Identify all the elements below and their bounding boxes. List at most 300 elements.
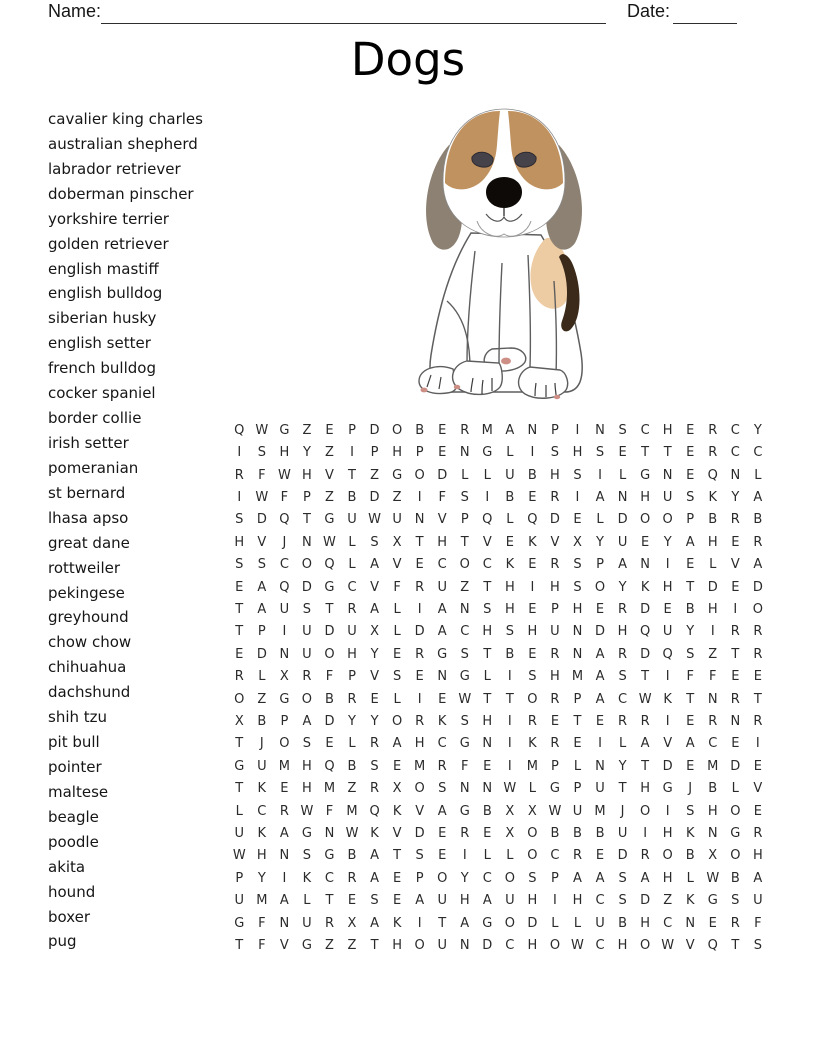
grid-cell: H (302, 467, 312, 483)
grid-cell: A (257, 579, 267, 595)
grid-cell: W (503, 781, 517, 797)
grid-cell: A (302, 713, 312, 729)
grid-cell: M (256, 893, 268, 909)
grid-cell: W (661, 938, 675, 954)
grid-cell: N (482, 781, 493, 797)
grid-cell: V (550, 534, 560, 550)
grid-cell: G (640, 467, 651, 483)
grid-cell: T (235, 781, 244, 797)
grid-cell: R (437, 758, 447, 774)
grid-cell: T (686, 579, 695, 595)
grid-cell: N (279, 646, 290, 662)
grid-cell: V (392, 826, 402, 842)
word-list-item: english mastiff (48, 259, 159, 278)
grid-cell: I (575, 489, 580, 505)
grid-cell: Q (324, 758, 335, 774)
grid-cell: S (618, 669, 627, 685)
grid-cell: K (302, 870, 312, 886)
word-list-item: pit bull (48, 733, 100, 752)
grid-cell: E (392, 646, 402, 662)
grid-cell: P (235, 870, 244, 886)
word-list-item: golden retriever (48, 234, 169, 253)
grid-cell: U (302, 915, 312, 931)
grid-cell: D (414, 826, 425, 842)
grid-cell: Y (618, 579, 627, 595)
grid-cell: W (368, 512, 381, 528)
grid-cell: Q (234, 422, 245, 438)
grid-cell: A (460, 915, 470, 931)
grid-cell: A (595, 669, 605, 685)
grid-cell: C (550, 848, 560, 864)
grid-cell: U (572, 803, 583, 819)
grid-cell: S (528, 669, 537, 685)
grid-cell: A (595, 646, 605, 662)
grid-cell: N (527, 422, 538, 438)
grid-cell: C (460, 624, 470, 640)
grid-cell: G (301, 826, 312, 842)
grid-cell: U (234, 893, 245, 909)
grid-cell: K (257, 826, 267, 842)
grid-cell: L (483, 848, 491, 864)
grid-cell: E (392, 893, 402, 909)
grid-cell: I (282, 870, 287, 886)
grid-cell: O (640, 938, 651, 954)
grid-cell: E (280, 781, 289, 797)
grid-cell: S (618, 422, 627, 438)
grid-cell: E (573, 512, 582, 528)
grid-cell: C (663, 915, 673, 931)
dog-front-right-paw (519, 367, 568, 398)
grid-cell: H (437, 534, 448, 550)
grid-cell: R (640, 713, 650, 729)
grid-cell: B (347, 489, 357, 505)
grid-cell: R (550, 489, 560, 505)
grid-cell: V (482, 534, 492, 550)
grid-cell: Z (325, 489, 334, 505)
grid-cell: B (708, 781, 718, 797)
grid-cell: L (528, 781, 536, 797)
grid-cell: Z (392, 489, 402, 505)
grid-cell: E (370, 691, 379, 707)
grid-cell: T (325, 601, 334, 617)
grid-cell: R (324, 915, 334, 931)
dog-eye-left (472, 152, 493, 167)
grid-cell: I (755, 736, 760, 752)
grid-cell: L (618, 736, 627, 752)
grid-cell: C (595, 938, 605, 954)
grid-cell: S (302, 848, 312, 864)
grid-cell: X (347, 915, 357, 931)
grid-cell: O (504, 915, 515, 931)
grid-cell: H (459, 893, 470, 909)
grid-cell: F (258, 467, 266, 483)
grid-cell: A (370, 601, 379, 617)
grid-cell: B (595, 826, 605, 842)
grid-cell: L (393, 691, 401, 707)
grid-cell: Y (731, 489, 740, 505)
grid-cell: D (369, 422, 380, 438)
grid-cell: B (482, 803, 492, 819)
grid-cell: E (686, 467, 695, 483)
grid-cell: F (258, 938, 266, 954)
grid-cell: E (686, 445, 695, 461)
grid-cell: N (459, 601, 470, 617)
grid-cell: G (279, 691, 290, 707)
grid-cell: P (257, 624, 266, 640)
grid-cell: N (302, 534, 312, 550)
grid-cell: K (685, 893, 695, 909)
grid-cell: O (527, 691, 538, 707)
word-list-item: english setter (48, 334, 151, 353)
grid-cell: V (257, 534, 267, 550)
grid-cell: O (752, 601, 763, 617)
grid-cell: M (594, 803, 606, 819)
grid-cell: Z (370, 467, 379, 483)
grid-cell: N (707, 826, 718, 842)
grid-cell: O (662, 512, 673, 528)
grid-cell: S (370, 893, 379, 909)
grid-cell: Z (257, 691, 267, 707)
grid-cell: A (279, 893, 289, 909)
grid-cell: S (392, 669, 402, 685)
grid-cell: C (730, 445, 740, 461)
grid-cell: U (437, 893, 447, 909)
grid-cell: R (753, 713, 763, 729)
grid-cell: A (595, 691, 605, 707)
grid-cell: T (302, 512, 311, 528)
grid-cell: Q (527, 512, 538, 528)
grid-cell: E (415, 669, 424, 685)
grid-cell: F (686, 669, 694, 685)
grid-cell: G (707, 893, 718, 909)
grid-cell: R (550, 736, 560, 752)
grid-cell: R (370, 736, 380, 752)
grid-cell: J (620, 803, 625, 819)
grid-cell: D (256, 646, 267, 662)
grid-cell: Z (347, 938, 357, 954)
grid-cell: T (325, 893, 334, 909)
grid-cell: Y (596, 534, 604, 550)
grid-cell: T (483, 579, 492, 595)
grid-cell: T (731, 938, 740, 954)
grid-cell: T (573, 713, 582, 729)
grid-cell: R (708, 713, 718, 729)
grid-cell: O (640, 512, 651, 528)
grid-cell: I (530, 445, 535, 461)
grid-cell: U (505, 467, 515, 483)
grid-cell: D (482, 938, 493, 954)
grid-cell: S (618, 893, 627, 909)
grid-cell: T (370, 938, 379, 954)
grid-cell: E (618, 445, 627, 461)
dog-eye-right (515, 152, 536, 167)
grid-cell: T (686, 691, 695, 707)
grid-cell: B (753, 512, 763, 528)
grid-cell: T (641, 669, 650, 685)
grid-cell: H (527, 893, 538, 909)
grid-cell: B (685, 601, 695, 617)
grid-cell: F (325, 803, 334, 819)
grid-cell: L (348, 736, 356, 752)
grid-cell: D (730, 758, 741, 774)
grid-cell: O (234, 691, 245, 707)
page-title: Dogs (350, 33, 466, 86)
grid-cell: W (323, 534, 336, 550)
grid-cell: N (414, 512, 425, 528)
grid-cell: S (731, 893, 740, 909)
grid-cell: W (255, 422, 269, 438)
word-list-item: boxer (48, 907, 91, 926)
grid-cell: K (392, 803, 402, 819)
grid-cell: S (595, 445, 605, 461)
grid-cell: B (347, 848, 357, 864)
grid-cell: L (461, 467, 469, 483)
grid-cell: S (438, 781, 447, 797)
grid-cell: E (505, 534, 514, 550)
word-list-item: border collie (48, 409, 142, 428)
grid-cell: H (504, 579, 515, 595)
grid-cell: S (618, 870, 627, 886)
grid-cell: G (324, 579, 335, 595)
grid-cell: E (686, 557, 695, 573)
date-blank-line[interactable] (673, 4, 737, 24)
grid-cell: M (707, 758, 719, 774)
grid-cell: O (301, 691, 313, 707)
grid-cell: Q (324, 557, 335, 573)
grid-cell: O (504, 870, 515, 886)
grid-cell: E (595, 601, 605, 617)
grid-cell: E (686, 422, 695, 438)
grid-cell: Q (369, 803, 380, 819)
grid-cell: I (417, 915, 422, 931)
grid-cell: C (708, 736, 718, 752)
grid-cell: I (575, 422, 580, 438)
grid-cell: V (437, 512, 447, 528)
grid-cell: L (348, 534, 356, 550)
grid-cell: M (571, 669, 584, 685)
grid-cell: P (551, 758, 559, 774)
dog-rear-nail-pink (421, 388, 428, 393)
grid-cell: H (482, 624, 493, 640)
grid-cell: H (256, 848, 267, 864)
grid-cell: B (573, 826, 582, 842)
grid-cell: L (506, 445, 514, 461)
grid-cell: R (640, 848, 650, 864)
grid-cell: R (460, 826, 470, 842)
grid-cell: Q (640, 624, 651, 640)
grid-cell: M (323, 781, 336, 797)
name-blank-line[interactable] (101, 4, 606, 24)
grid-cell: L (483, 467, 491, 483)
grid-cell: H (662, 826, 673, 842)
grid-cell: C (505, 938, 515, 954)
grid-cell: G (234, 758, 245, 774)
grid-cell: F (325, 669, 334, 685)
grid-cell: L (506, 848, 514, 864)
grid-cell: N (459, 781, 470, 797)
grid-cell: T (460, 534, 469, 550)
grid-cell: I (507, 758, 512, 774)
grid-cell: D (369, 489, 380, 505)
grid-cell: L (731, 781, 739, 797)
grid-cell: A (482, 893, 492, 909)
grid-cell: X (279, 669, 289, 685)
grid-cell: N (437, 669, 448, 685)
grid-cell: E (392, 758, 402, 774)
grid-cell: I (417, 489, 422, 505)
word-list-item: maltese (48, 782, 109, 801)
grid-cell: W (571, 938, 584, 954)
grid-cell: X (370, 624, 379, 640)
grid-cell: I (665, 669, 670, 685)
grid-cell: H (662, 870, 673, 886)
grid-cell: E (731, 579, 740, 595)
word-list-item: poodle (48, 832, 99, 851)
grid-cell: U (617, 534, 628, 550)
word-list-item: chihuahua (48, 658, 127, 677)
grid-cell: W (458, 691, 472, 707)
grid-cell: E (686, 713, 695, 729)
word-list-item: lhasa apso (48, 508, 129, 527)
grid-cell: X (392, 781, 402, 797)
grid-cell: R (527, 713, 537, 729)
word-list-item: pomeranian (48, 458, 139, 477)
grid-cell: Q (482, 512, 493, 528)
grid-cell: W (232, 848, 246, 864)
grid-cell: Y (348, 713, 356, 729)
grid-cell: S (528, 870, 537, 886)
grid-cell: R (708, 445, 718, 461)
grid-cell: R (415, 646, 425, 662)
grid-cell: E (235, 579, 244, 595)
word-list-item: siberian husky (48, 309, 157, 328)
grid-cell: E (325, 422, 334, 438)
grid-cell: L (618, 467, 627, 483)
word-list-item: beagle (48, 807, 99, 826)
grid-cell: H (392, 445, 402, 461)
grid-cell: E (438, 445, 447, 461)
grid-cell: A (685, 534, 695, 550)
grid-cell: B (730, 870, 740, 886)
grid-cell: R (708, 422, 718, 438)
grid-cell: R (234, 669, 244, 685)
grid-cell: D (752, 579, 763, 595)
word-list-item: french bulldog (48, 359, 156, 378)
grid-cell: S (686, 646, 695, 662)
grid-cell: T (483, 691, 492, 707)
grid-cell: T (348, 467, 356, 483)
grid-cell: R (753, 646, 763, 662)
word-list-item: pointer (48, 757, 102, 776)
grid-cell: E (528, 489, 537, 505)
grid-cell: T (415, 534, 424, 550)
grid-cell: L (551, 915, 559, 931)
grid-cell: T (235, 736, 244, 752)
grid-cell: U (753, 893, 763, 909)
grid-cell: E (438, 848, 447, 864)
grid-cell: H (617, 938, 628, 954)
grid-cell: B (347, 758, 357, 774)
grid-cell: G (279, 422, 290, 438)
grid-cell: W (345, 826, 359, 842)
grid-cell: X (505, 803, 515, 819)
grid-cell: I (665, 557, 670, 573)
grid-cell: Q (707, 467, 718, 483)
grid-cell: E (686, 758, 695, 774)
grid-cell: O (459, 557, 470, 573)
grid-cell: W (255, 489, 269, 505)
grid-cell: H (572, 601, 583, 617)
grid-cell: S (505, 624, 514, 640)
grid-cell: E (483, 826, 492, 842)
grid-cell: N (730, 713, 741, 729)
grid-cell: N (595, 422, 605, 438)
grid-cell: Z (325, 445, 334, 461)
grid-cell: K (505, 557, 515, 573)
grid-cell: S (573, 557, 582, 573)
grid-cell: P (573, 691, 582, 707)
grid-cell: V (415, 803, 425, 819)
grid-cell: P (348, 422, 356, 438)
grid-cell: S (415, 848, 424, 864)
grid-cell: V (730, 557, 740, 573)
grid-cell: G (437, 646, 448, 662)
grid-cell: D (414, 624, 425, 640)
grid-cell: B (708, 512, 718, 528)
grid-cell: T (438, 915, 447, 931)
grid-cell: E (415, 557, 424, 573)
grid-cell: E (438, 422, 447, 438)
grid-cell: A (415, 893, 425, 909)
grid-cell: R (730, 915, 740, 931)
grid-cell: H (550, 579, 560, 595)
grid-cell: I (282, 624, 287, 640)
grid-cell: E (528, 601, 537, 617)
grid-cell: U (302, 624, 312, 640)
grid-cell: K (685, 826, 695, 842)
grid-cell: D (256, 512, 267, 528)
grid-cell: R (572, 848, 582, 864)
grid-cell: N (707, 691, 718, 707)
grid-cell: H (234, 534, 245, 550)
grid-cell: P (573, 781, 582, 797)
word-list-item: labrador retriever (48, 159, 181, 178)
grid-cell: L (573, 915, 582, 931)
grid-cell: E (392, 870, 402, 886)
grid-cell: E (595, 713, 605, 729)
grid-cell: A (753, 870, 763, 886)
grid-cell: A (753, 557, 763, 573)
grid-cell: V (685, 938, 695, 954)
grid-cell: Y (370, 713, 379, 729)
grid-cell: I (417, 601, 422, 617)
grid-cell: U (505, 893, 515, 909)
grid-cell: H (572, 445, 583, 461)
grid-cell: Q (279, 579, 290, 595)
grid-cell: I (350, 445, 354, 461)
grid-cell: S (550, 445, 560, 461)
grid-cell: I (485, 489, 490, 505)
grid-cell: Y (663, 534, 672, 550)
grid-cell: O (437, 870, 448, 886)
grid-cell: K (708, 489, 718, 505)
grid-cell: R (550, 691, 560, 707)
grid-cell: P (370, 445, 379, 461)
dog-front-left-nail-pink (454, 385, 460, 390)
word-list-item: st bernard (48, 483, 126, 502)
grid-cell: T (235, 624, 244, 640)
grid-cell: H (279, 445, 290, 461)
